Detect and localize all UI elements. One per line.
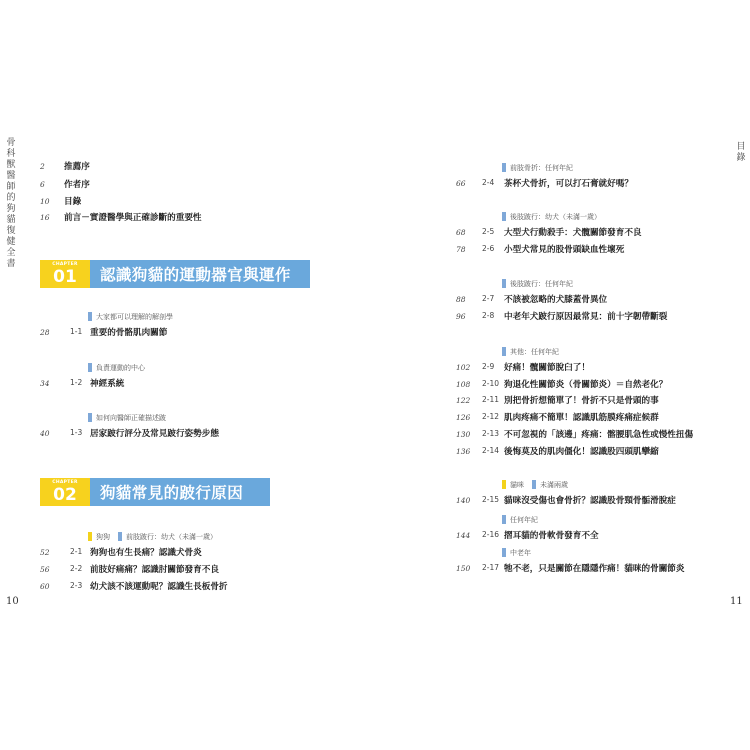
entry-code: 2-16 bbox=[482, 530, 500, 539]
category-marker bbox=[88, 532, 92, 541]
entry-page: 28 bbox=[40, 328, 50, 337]
chapter-title-bar bbox=[90, 260, 310, 288]
entry-code: 2-8 bbox=[482, 311, 495, 320]
category-label bbox=[88, 363, 153, 375]
entry-page: 56 bbox=[40, 565, 50, 574]
entry-page: 136 bbox=[456, 447, 471, 456]
chapter-title: 狗貓常見的跛行原因 bbox=[100, 484, 244, 502]
entry-page: 88 bbox=[456, 295, 466, 304]
chapter-banner bbox=[40, 260, 310, 288]
category-marker bbox=[88, 363, 92, 372]
category-text: 中老年 bbox=[510, 549, 531, 557]
entry-code: 2-9 bbox=[482, 362, 495, 371]
entry-title: 好痛！髖關節脫臼了！ bbox=[504, 363, 590, 373]
entry-page: 16 bbox=[40, 213, 50, 222]
entry-page: 102 bbox=[456, 363, 471, 372]
category-label bbox=[502, 548, 539, 560]
entry-title: 摺耳貓的骨軟骨發育不全 bbox=[504, 531, 599, 541]
category-label bbox=[502, 212, 609, 224]
entry-title: 不該被忽略的犬膝蓋骨異位 bbox=[504, 295, 608, 305]
entry-title: 狗退化性關節炎（骨關節炎）＝自然老化？ bbox=[504, 380, 668, 390]
category-text: 貓咪 bbox=[510, 481, 524, 489]
entry-title: 大型犬行動殺手：犬髖關節發育不良 bbox=[504, 228, 642, 238]
entry-code: 2-10 bbox=[482, 379, 500, 388]
entry-code: 1-2 bbox=[70, 378, 83, 387]
category-marker bbox=[88, 312, 92, 321]
category-marker bbox=[88, 413, 92, 422]
entry-page: 150 bbox=[456, 564, 471, 573]
chapter-number-block bbox=[40, 478, 90, 506]
entry-code: 2-11 bbox=[482, 395, 500, 404]
entry-title: 茶杯犬骨折，可以打石膏就好嗎？ bbox=[504, 179, 633, 189]
entry-title: 中老年犬跛行原因最常見：前十字韌帶斷裂 bbox=[504, 312, 668, 322]
entry-page: 144 bbox=[456, 531, 471, 540]
entry-code: 2-2 bbox=[70, 564, 83, 573]
entry-page: 140 bbox=[456, 496, 471, 505]
entry-code: 1-1 bbox=[70, 327, 83, 336]
category-marker bbox=[502, 480, 506, 489]
entry-code: 2-7 bbox=[482, 294, 495, 303]
entry-page: 68 bbox=[456, 228, 466, 237]
category-marker bbox=[532, 480, 536, 489]
category-label bbox=[502, 515, 546, 527]
category-label bbox=[88, 413, 174, 425]
chapter-number: 02 bbox=[53, 485, 77, 505]
category-marker bbox=[502, 515, 506, 524]
entry-code: 2-13 bbox=[482, 429, 500, 438]
entry-title: 肌肉疼痛不簡單！認識肌筋膜疼痛症候群 bbox=[504, 413, 659, 423]
right-page-number: 11 bbox=[730, 596, 743, 607]
entry-code: 2-15 bbox=[482, 495, 500, 504]
category-marker bbox=[502, 347, 506, 356]
entry-title: 作者序 bbox=[64, 180, 90, 190]
category-label bbox=[88, 312, 181, 324]
entry-page: 2 bbox=[40, 162, 45, 171]
category-marker bbox=[502, 212, 506, 221]
entry-page: 126 bbox=[456, 413, 471, 422]
category-marker bbox=[502, 163, 506, 172]
category-text: 後肢跛行：幼犬（未滿一歲） bbox=[510, 213, 601, 221]
entry-title: 不可忽視的「該邊」疼痛：髂腰肌急性或慢性扭傷 bbox=[504, 430, 694, 440]
entry-title: 目錄 bbox=[64, 197, 82, 207]
entry-title: 別把骨折想簡單了！骨折不只是骨頭的事 bbox=[504, 396, 659, 406]
category-marker bbox=[502, 279, 506, 288]
category-text: 負責運動的中心 bbox=[96, 364, 145, 372]
entry-code: 2-5 bbox=[482, 227, 495, 236]
chapter-number: 01 bbox=[53, 267, 77, 287]
category-marker bbox=[502, 548, 506, 557]
category-label bbox=[502, 480, 576, 492]
entry-title: 小型犬常見的股骨頭缺血性壞死 bbox=[504, 245, 625, 255]
entry-code: 2-3 bbox=[70, 581, 83, 590]
entry-title: 貓咪沒受傷也會骨折？認識股骨頸骨骺滑脫症 bbox=[504, 496, 676, 506]
spine-title: 骨科獸醫師的狗貓復健全書 bbox=[6, 138, 16, 269]
entry-page: 10 bbox=[40, 197, 50, 206]
category-text: 如何向醫師正確描述跛 bbox=[96, 414, 166, 422]
entry-title: 牠不老，只是關節在隱隱作痛！貓咪的骨關節炎 bbox=[504, 564, 685, 574]
category-text: 未滿兩歲 bbox=[540, 481, 568, 489]
category-text: 前肢骨折：任何年紀 bbox=[510, 164, 573, 172]
entry-page: 96 bbox=[456, 312, 466, 321]
entry-title: 推薦序 bbox=[64, 162, 90, 172]
entry-title: 狗狗也有生長痛？認識犬骨炎 bbox=[90, 548, 202, 558]
category-label bbox=[502, 163, 581, 175]
chapter-label: CHAPTER bbox=[52, 480, 78, 485]
category-text: 後肢跛行：任何年紀 bbox=[510, 280, 573, 288]
category-text: 其他：任何年紀 bbox=[510, 348, 559, 356]
left-page-number: 10 bbox=[6, 596, 19, 607]
chapter-label: CHAPTER bbox=[52, 262, 78, 267]
chapter-title: 認識狗貓的運動器官與運作 bbox=[100, 266, 291, 284]
entry-page: 40 bbox=[40, 429, 50, 438]
chapter-banner bbox=[40, 478, 270, 506]
category-text: 大家都可以理解的解剖學 bbox=[96, 313, 173, 321]
entry-page: 60 bbox=[40, 582, 50, 591]
entry-code: 2-1 bbox=[70, 547, 83, 556]
category-label bbox=[502, 347, 567, 359]
entry-page: 52 bbox=[40, 548, 50, 557]
entry-title: 後悔莫及的肌肉僵化！認識股四頭肌攣縮 bbox=[504, 447, 659, 457]
entry-page: 130 bbox=[456, 430, 471, 439]
category-text: 前肢跛行：幼犬（未滿一歲） bbox=[126, 533, 217, 541]
entry-code: 2-4 bbox=[482, 178, 495, 187]
entry-page: 34 bbox=[40, 379, 50, 388]
entry-code: 2-14 bbox=[482, 446, 500, 455]
entry-page: 108 bbox=[456, 380, 471, 389]
category-marker bbox=[118, 532, 122, 541]
chapter-number-block bbox=[40, 260, 90, 288]
entry-title: 居家跛行評分及常見跛行姿勢步態 bbox=[90, 429, 219, 439]
entry-title: 前肢好痛痛？認識肘關節發育不良 bbox=[90, 565, 219, 575]
category-label bbox=[88, 532, 225, 544]
entry-code: 2-17 bbox=[482, 563, 500, 572]
spine-section: 目錄 bbox=[736, 142, 746, 163]
entry-page: 66 bbox=[456, 179, 466, 188]
entry-code: 2-6 bbox=[482, 244, 495, 253]
entry-page: 122 bbox=[456, 396, 471, 405]
entry-title: 神經系統 bbox=[90, 379, 125, 389]
entry-title: 幼犬該不該運動呢？認識生長板骨折 bbox=[90, 582, 228, 592]
entry-title: 重要的骨骼肌肉關節 bbox=[90, 328, 168, 338]
entry-page: 78 bbox=[456, 245, 466, 254]
chapter-title-bar bbox=[90, 478, 270, 506]
category-label bbox=[502, 279, 581, 291]
entry-code: 2-12 bbox=[482, 412, 500, 421]
category-text: 狗狗 bbox=[96, 533, 110, 541]
category-text: 任何年紀 bbox=[510, 516, 538, 524]
entry-code: 1-3 bbox=[70, 428, 83, 437]
entry-title: 前言－實證醫學與正確診斷的重要性 bbox=[64, 213, 202, 223]
entry-page: 6 bbox=[40, 180, 45, 189]
